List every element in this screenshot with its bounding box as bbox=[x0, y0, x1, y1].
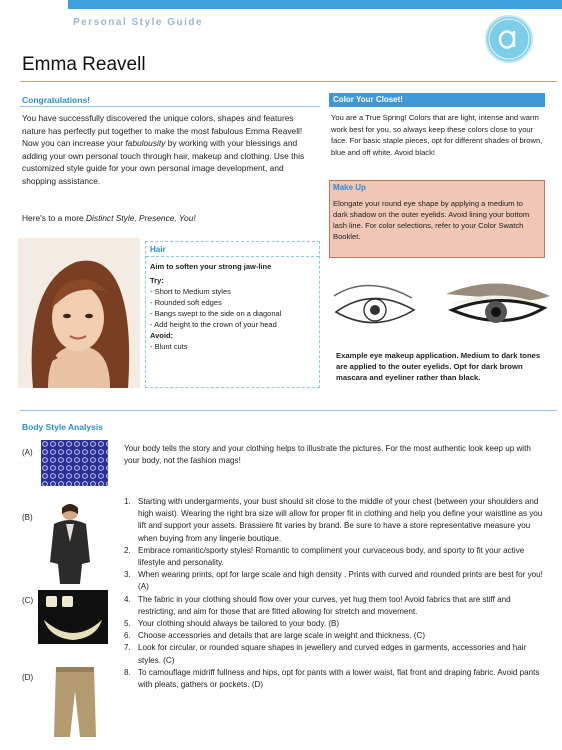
tag-b: (B) bbox=[22, 513, 33, 522]
divider bbox=[146, 256, 319, 258]
list-item: - Short to Medium styles bbox=[150, 287, 231, 296]
list-item: 2. Embrace romantic/sporty styles! Romantic to compliment your curvaceous body, and sporty to fit your active lifestyle and personality. bbox=[124, 545, 525, 568]
list-item: 1. Starting with undergarments, your bust should sit close to the middle of your chest (between your shoulders and high waist). Wearing the right bra size will allow for proper fit in clothing and help you define your waistline as you lift and support your assets. Brassiere fit varies by brand. Be sure to have a store representative measure you when buying from any lingerie boutique. bbox=[124, 497, 543, 543]
tailored-jacket-image bbox=[40, 502, 100, 584]
client-name: Emma Reavell bbox=[22, 54, 146, 75]
tag-a: (A) bbox=[22, 448, 33, 457]
hair-aim: Aim to soften your strong jaw-line bbox=[150, 262, 272, 271]
accessories-image bbox=[38, 590, 108, 644]
tag-d: (D) bbox=[22, 673, 34, 682]
body-style-list bbox=[124, 496, 549, 691]
print-swatch-image bbox=[41, 440, 108, 486]
hair-try-label: Try: bbox=[150, 276, 164, 285]
list-item: - Blunt cuts bbox=[150, 342, 188, 351]
divider bbox=[20, 81, 557, 82]
tag-c: (C) bbox=[22, 596, 34, 605]
body-style-heading: Body Style Analysis bbox=[22, 422, 103, 432]
eye-makeup-illustration bbox=[328, 268, 554, 348]
divider bbox=[20, 106, 320, 107]
list-item: - Rounded soft edges bbox=[150, 298, 222, 307]
divider bbox=[20, 410, 557, 411]
eye-caption: Example eye makeup application. Medium to dark tones are applied to the outer eyelids. Opt for dark brown mascara and eyeliner rather than black. bbox=[336, 351, 541, 382]
list-item: 6. Choose accessories and details that are large scale in weight and thickness. (C) bbox=[124, 631, 426, 641]
list-item: 4. The fabric in your clothing should flow over your curves, yet hug them too! Avoid fabrics that are stiff and restricting, and aim for those that are fitted allowing for stretch and movement. bbox=[124, 594, 511, 616]
makeup-box bbox=[329, 180, 545, 258]
hair-avoid-label: Avoid: bbox=[150, 331, 174, 340]
makeup-heading: Make Up bbox=[333, 183, 366, 192]
list-item: 3. When wearing prints, opt for large scale and high density . Prints with curved and rounded prints are best for you! (A) bbox=[124, 570, 543, 592]
list-item: 7. Look for circular, or rounded square shapes in jewellery and curved edges in garments, accessories and hair styles. (C) bbox=[124, 643, 527, 665]
list-item: - Add height to the crown of your head bbox=[150, 320, 277, 329]
list-item: 8. To camouflage midriff fullness and hips, opt for pants with a lower waist, flat front and draping fabric. Avoid pants with pleats, gathers or pockets. (D) bbox=[124, 667, 540, 690]
makeup-body: Elongate your round eye shape by applying a medium to dark shadow on the outer eyelids. Avoid lining your bottom lash line. For color selections, refer to your Color Swatch Booklet. bbox=[333, 199, 530, 241]
hair-box bbox=[145, 241, 320, 388]
congratulations-body: You have successfully discovered the unique colors, shapes and features nature has perfectly put together to make the most fabulous Emma Reavell! Now you can increase your fabulousity by working with your blessings and adding your own personal touch through hair, makeup and clothing. Use this customized style guide for your own personal image development, and shopping assistance. bbox=[22, 113, 305, 186]
hair-heading: Hair bbox=[150, 245, 166, 254]
portrait-photo bbox=[18, 238, 140, 388]
top-accent-bar bbox=[68, 0, 562, 9]
logo-a-icon bbox=[487, 17, 531, 61]
body-intro: Your body tells the story and your clothing helps to illustrate the pictures. For the most authentic look keep up with your body, not the fashion mags! bbox=[124, 444, 531, 466]
congratulations-heading: Congratulations! bbox=[22, 95, 90, 105]
closet-body: You are a True Spring! Colors that are light, intense and warm work best for you, so always keep these colors close to your face. For basic staple pieces, opt for different shades of brown, blue and off white. Avoid black! bbox=[331, 113, 543, 157]
pants-image bbox=[50, 665, 100, 737]
closet-heading: Color Your Closet! bbox=[329, 93, 545, 107]
list-item: - Bangs swept to the side on a diagonal bbox=[150, 309, 282, 318]
hair-content bbox=[150, 261, 318, 352]
guide-title: Personal Style Guide bbox=[73, 17, 204, 28]
congratulations-tagline: Here's to a more Distinct Style, Presence, You! bbox=[22, 213, 196, 223]
list-item: 5. Your clothing should always be tailored to your body. (B) bbox=[124, 619, 340, 629]
logo bbox=[485, 15, 533, 63]
